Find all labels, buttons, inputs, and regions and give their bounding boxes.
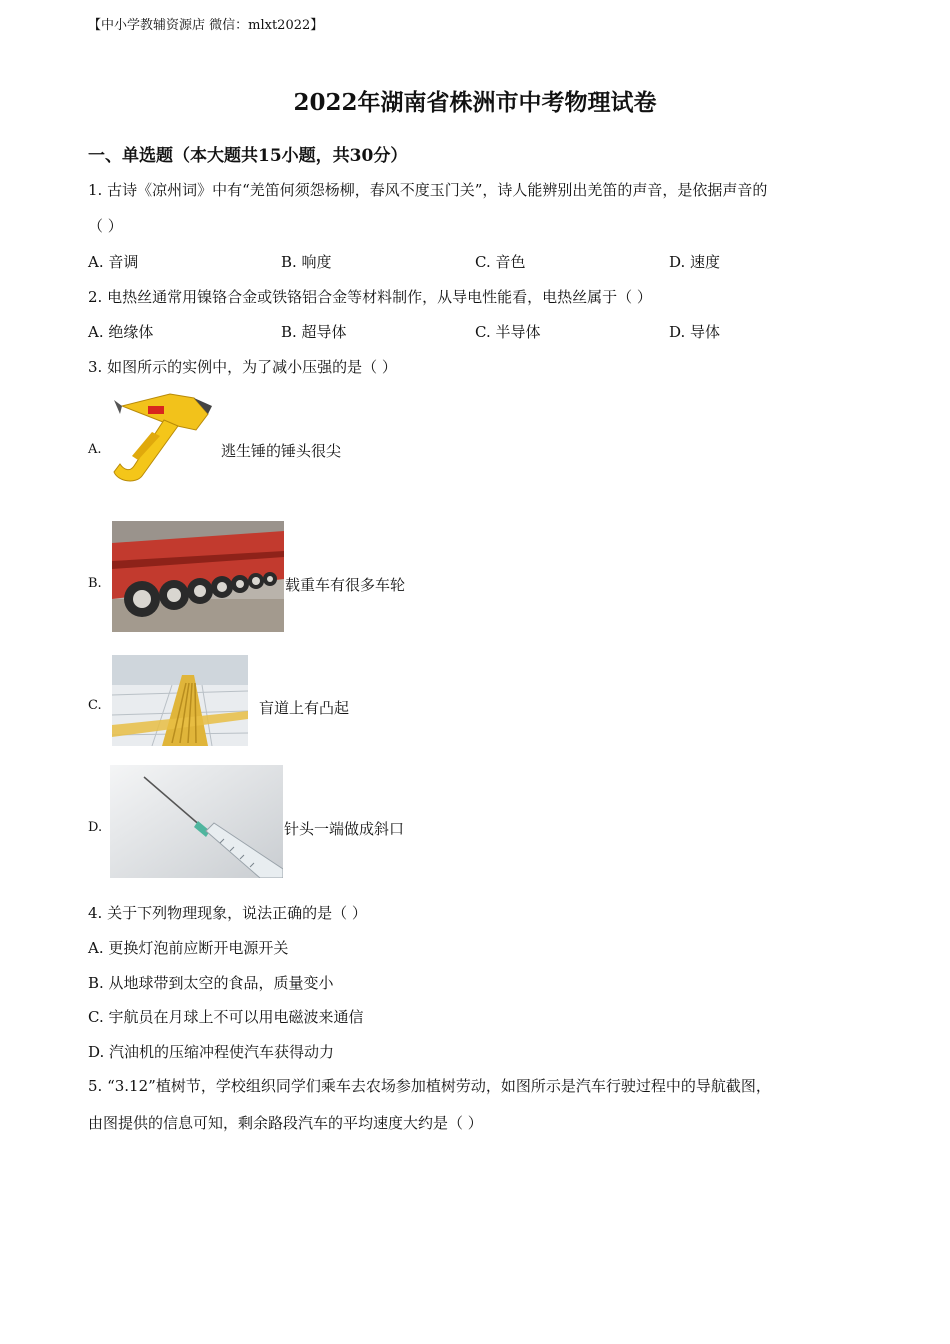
q4-option-c: C. 宇航员在月球上不可以用电磁波来通信 [88,1008,364,1026]
q2-option-c: C. 半导体 [475,323,541,341]
question-5-text-line2: 由图提供的信息可知，剩余路段汽车的平均速度大约是（ ） [88,1114,483,1132]
q2-option-a: A. 绝缘体 [88,323,154,341]
q1-option-b: B. 响度 [281,253,332,271]
heavy-truck-image [112,521,284,632]
q3-option-a-letter: A. [88,442,102,457]
q1-option-c: C. 音色 [475,253,526,271]
q1-option-d: D. 速度 [669,253,721,271]
question-2-text: 2. 电热丝通常用镍铬合金或铁铬铝合金等材料制作，从导电性能看，电热丝属于（ ） [88,288,652,306]
syringe-image [110,765,283,878]
q1-option-a: A. 音调 [88,253,139,271]
q3-option-b-caption: 载重车有很多车轮 [285,576,406,594]
question-5-text: 5. “3.12”植树节，学校组织同学们乘车去农场参加植树劳动，如图所示是汽车行驶过程中的导航截图， [88,1077,771,1095]
header-note: 【中小学教辅资源店 微信：mlxt2022】 [88,18,324,33]
tactile-paving-image [112,655,248,746]
q3-option-c-caption: 盲道上有凸起 [259,699,350,717]
q2-option-d: D. 导体 [669,323,721,341]
escape-hammer-image [108,386,216,488]
question-3-text: 3. 如图所示的实例中，为了减小压强的是（ ） [88,358,397,376]
q3-option-b-letter: B. [88,576,102,591]
q4-option-a: A. 更换灯泡前应断开电源开关 [88,939,289,957]
q3-option-a-caption: 逃生锤的锤头很尖 [221,442,342,460]
q4-option-d: D. 汽油机的压缩冲程使汽车获得动力 [88,1043,335,1061]
q4-option-b: B. 从地球带到太空的食品，质量变小 [88,974,334,992]
section-heading: 一、单选题（本大题共15小题，共30分） [88,146,408,166]
q3-option-c-letter: C. [88,698,102,713]
question-4-text: 4. 关于下列物理现象，说法正确的是（ ） [88,904,367,922]
page-title: 2022年湖南省株洲市中考物理试卷 [293,89,657,116]
q2-option-b: B. 超导体 [281,323,347,341]
question-1-text: 1. 古诗《凉州词》中有“羌笛何须怨杨柳，春风不度玉门关”，诗人能辨别出羌笛的声音，是依据声音的 [88,181,768,199]
q3-option-d-letter: D. [88,820,103,835]
q3-option-d-caption: 针头一端做成斜口 [284,820,405,838]
question-1-blank: （ ） [88,217,123,235]
